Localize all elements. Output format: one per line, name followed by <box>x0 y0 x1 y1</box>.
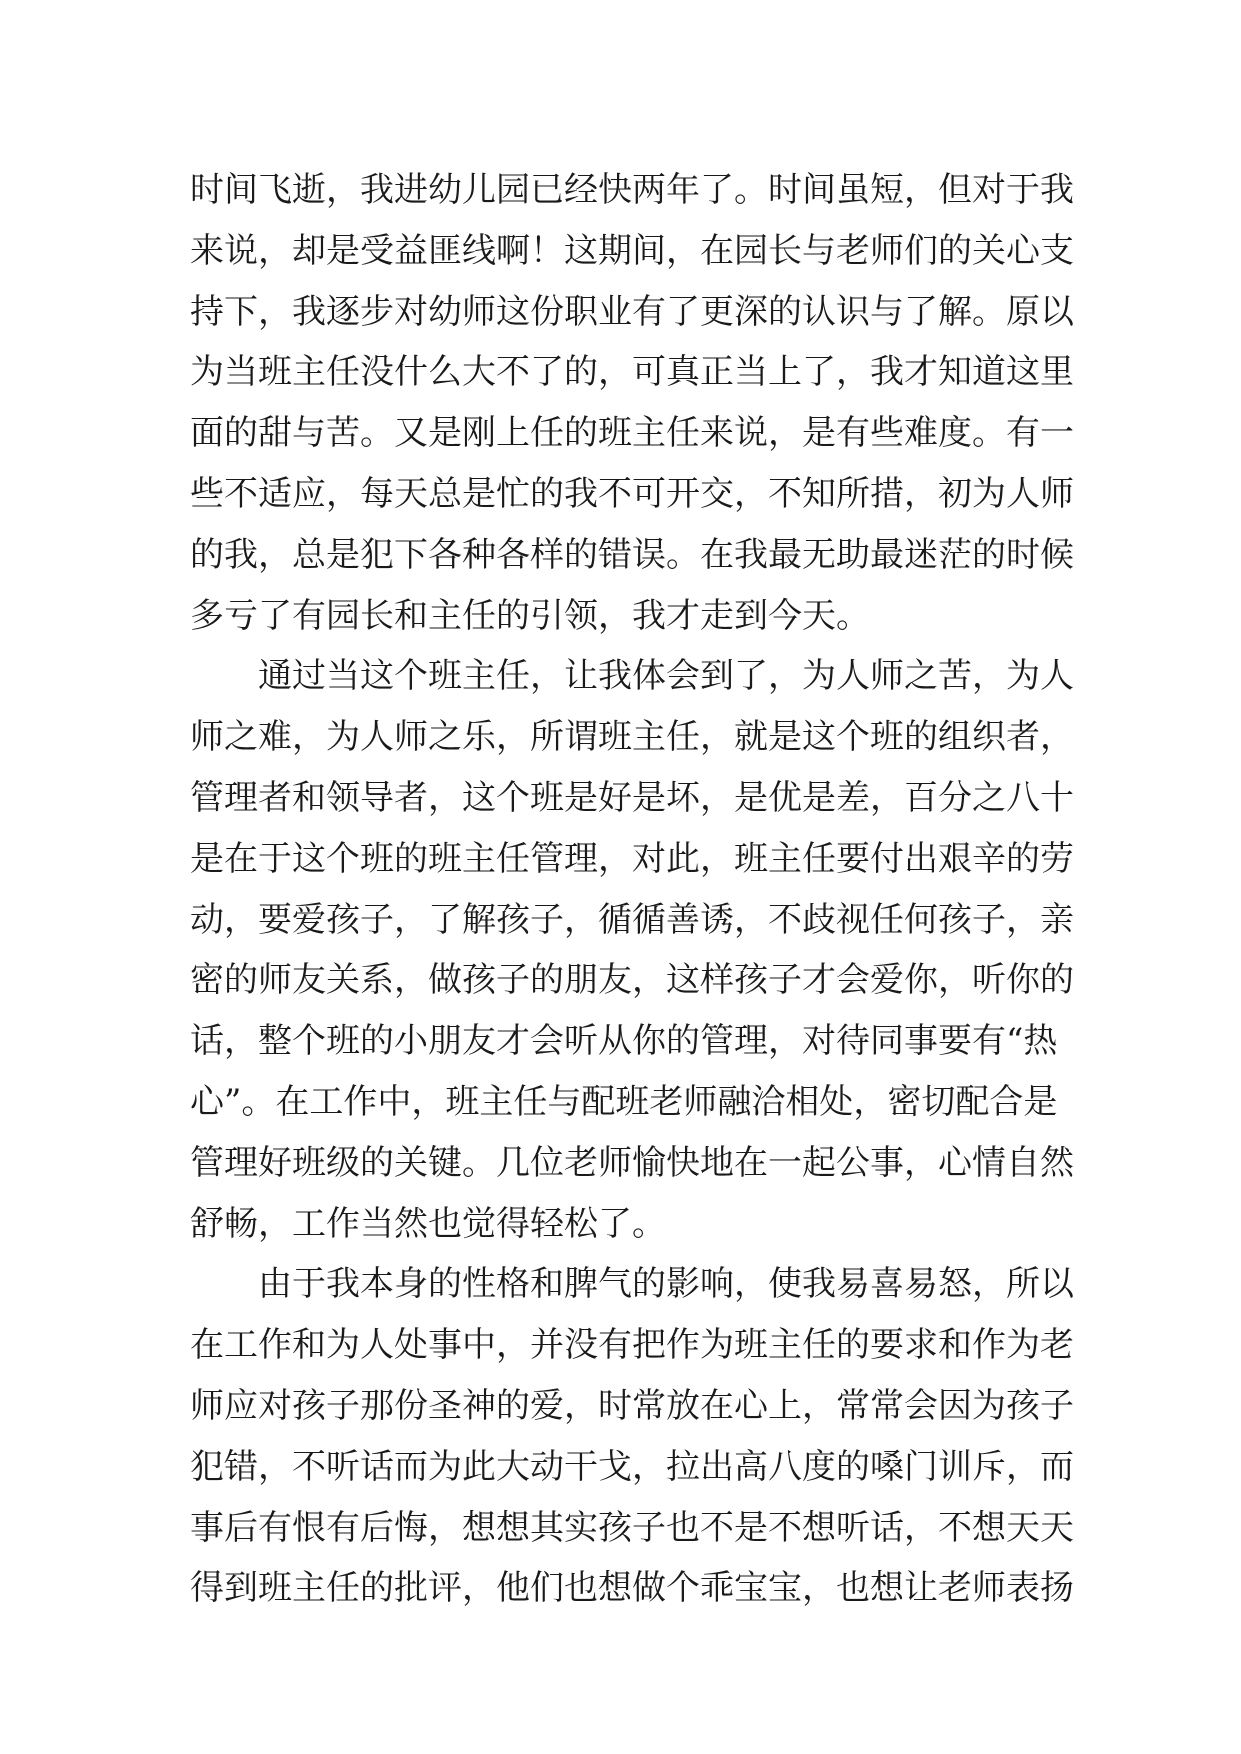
text-line: 些不适应，每天总是忙的我不可开交，不知所措，初为人师 <box>190 473 1074 514</box>
text-line: 舒畅，工作当然也觉得轻松了。 <box>190 1203 666 1244</box>
text-line: 管理者和领导者，这个班是好是坏，是优是差，百分之八十 <box>190 777 1074 818</box>
text-line: 时间飞逝，我进幼儿园已经快两年了。时间虽短，但对于我 <box>190 170 1074 210</box>
text-line: 持下，我逐步对幼师这份职业有了更深的认识与了解。原以 <box>190 291 1074 332</box>
text-line: 事后有恨有后悔，想想其实孩子也不是不想听话，不想天天 <box>190 1507 1074 1548</box>
text-line: 心”。在工作中，班主任与配班老师融洽相处，密切配合是 <box>190 1081 1058 1122</box>
text-line: 师之难，为人师之乐，所谓班主任，就是这个班的组织者， <box>190 717 1074 758</box>
text-line: 由于我本身的性格和脾气的影响，使我易喜易怒，所以 <box>258 1264 1074 1305</box>
paragraph-1 <box>190 160 1074 646</box>
text-line: 为当班主任没什么大不了的，可真正当上了，我才知道这里 <box>190 352 1074 393</box>
body-text <box>190 160 1074 1619</box>
text-line: 的我，总是犯下各种各样的错误。在我最无助最迷茫的时候 <box>190 534 1074 575</box>
paragraph-3 <box>190 1254 1074 1619</box>
text-line: 密的师友关系，做孩子的朋友，这样孩子才会爱你，听你的 <box>190 960 1074 1001</box>
text-line: 是在于这个班的班主任管理，对此，班主任要付出艰辛的劳 <box>190 838 1074 879</box>
text-line: 多亏了有园长和主任的引领，我才走到今天。 <box>190 595 870 636</box>
text-line: 犯错，不听话而为此大动干戈，拉出高八度的嗓门训斥，而 <box>190 1446 1074 1487</box>
paragraph-2 <box>190 646 1074 1254</box>
text-line: 师应对孩子那份圣神的爱，时常放在心上，常常会因为孩子 <box>190 1385 1074 1426</box>
text-line: 动，要爱孩子，了解孩子，循循善诱，不歧视任何孩子，亲 <box>190 899 1074 940</box>
text-line: 得到班主任的批评，他们也想做个乖宝宝，也想让老师表扬 <box>190 1568 1074 1609</box>
text-line: 管理好班级的关键。几位老师愉快地在一起公事，心情自然 <box>190 1142 1074 1183</box>
text-line: 通过当这个班主任，让我体会到了，为人师之苦，为人 <box>258 656 1074 697</box>
text-line: 话，整个班的小朋友才会听从你的管理，对待同事要有“热 <box>190 1021 1058 1062</box>
text-line: 在工作和为人处事中，并没有把作为班主任的要求和作为老 <box>190 1325 1074 1366</box>
text-line: 来说，却是受益匪线啊！这期间，在园长与老师们的关心支 <box>190 230 1074 271</box>
text-line: 面的甜与苦。又是刚上任的班主任来说，是有些难度。有一 <box>190 413 1074 454</box>
